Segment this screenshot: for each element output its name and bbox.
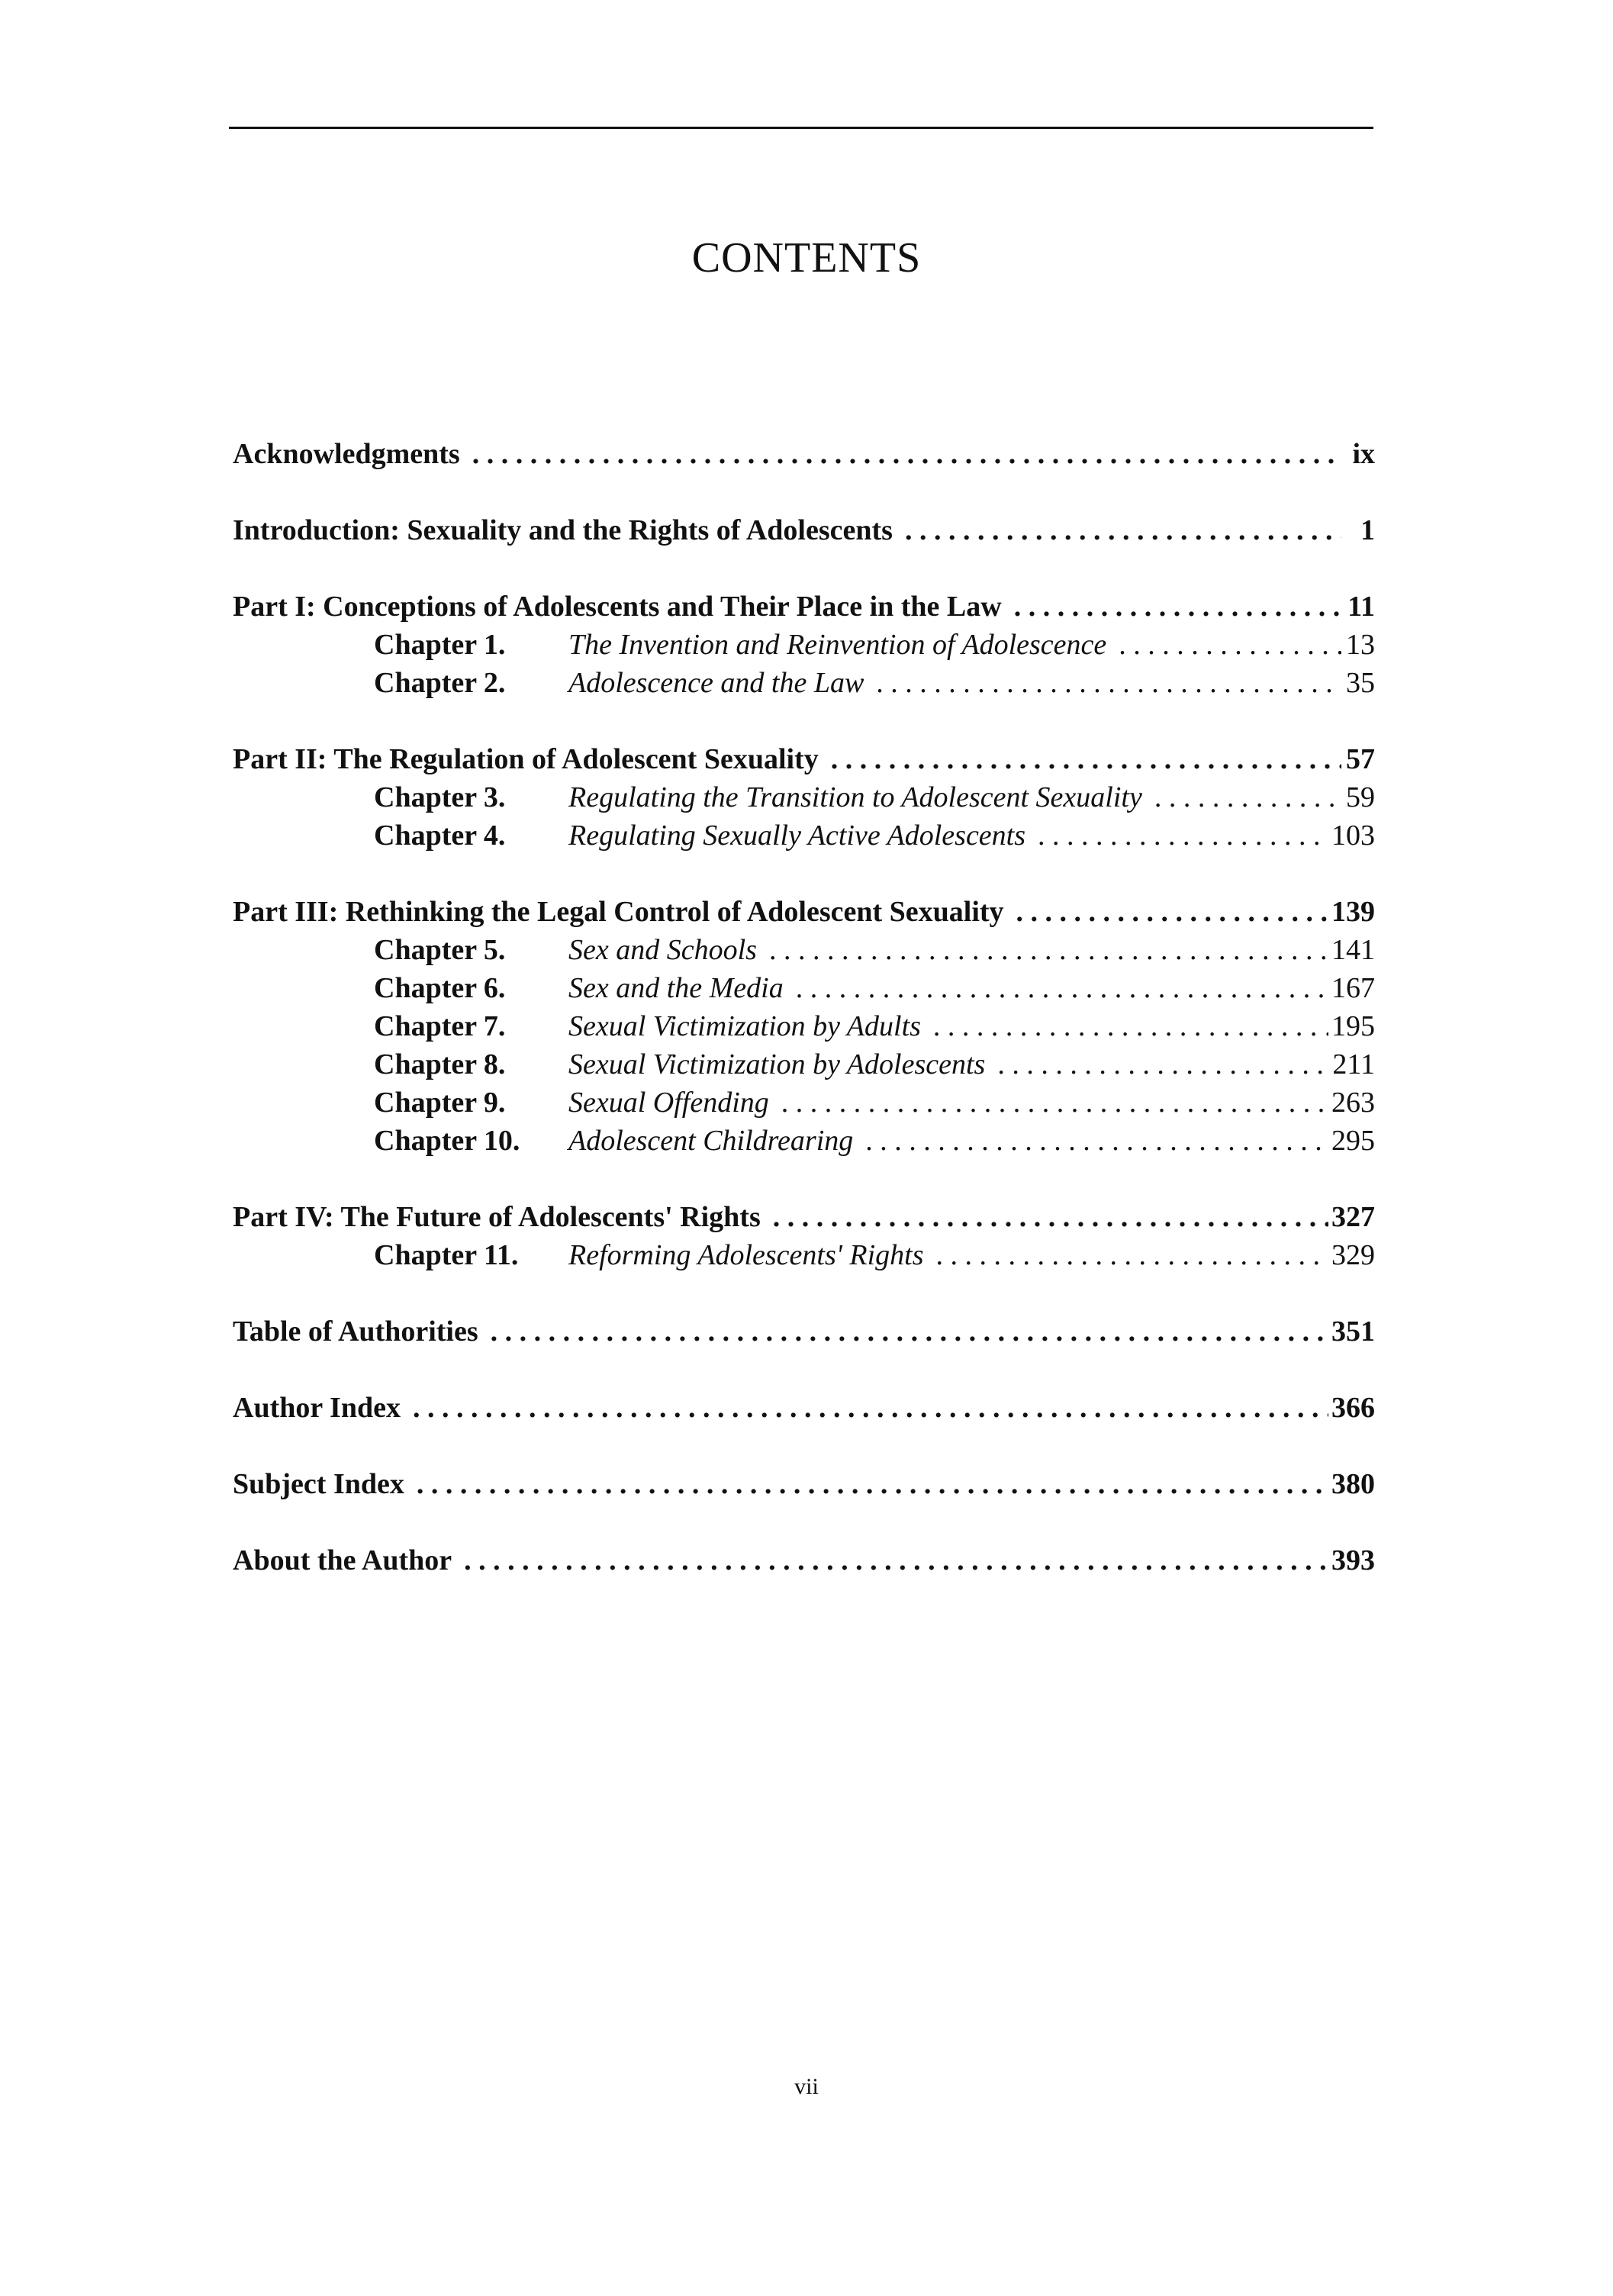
toc-entry-page: 195	[1331, 1010, 1375, 1042]
dot-leader	[413, 1389, 1328, 1427]
dot-leader	[1038, 816, 1328, 855]
chapter-number: Chapter 9.	[374, 1087, 506, 1119]
dot-leader	[472, 435, 1341, 473]
page-title: CONTENTS	[691, 233, 922, 282]
chapter-title: Sexual Offending	[568, 1087, 769, 1119]
chapter-number: Chapter 1.	[374, 629, 506, 661]
chapter-title: Sexual Victimization by Adolescents	[568, 1048, 986, 1080]
toc-entry-label: Part IV: The Future of Adolescents' Rights	[233, 1201, 761, 1233]
toc-entry-page: 13	[1346, 629, 1375, 661]
toc-entry-chapter-8[interactable]	[233, 1045, 1375, 1084]
toc-entry-label: Introduction: Sexuality and the Rights of Adolescents	[233, 514, 893, 546]
chapter-number: Chapter 2.	[374, 667, 506, 699]
dot-leader	[781, 1084, 1328, 1122]
toc-entry-page: 327	[1331, 1201, 1375, 1233]
toc-entry-part-2[interactable]	[233, 740, 1375, 778]
dot-leader	[796, 969, 1328, 1007]
toc-entry-part-1[interactable]	[233, 588, 1375, 626]
chapter-number: Chapter 4.	[374, 820, 506, 852]
dot-leader	[933, 1007, 1328, 1045]
chapter-title: Regulating Sexually Active Adolescents	[568, 820, 1026, 852]
toc-entry-page: 366	[1331, 1392, 1375, 1424]
dot-leader	[1014, 588, 1341, 626]
chapter-title: Adolescence and the Law	[568, 667, 864, 699]
toc-entry-page: 59	[1346, 781, 1375, 813]
toc-entry-chapter-2[interactable]	[233, 664, 1375, 702]
toc-entry-page: 35	[1346, 667, 1375, 699]
toc-entry-chapter-10[interactable]	[233, 1122, 1375, 1160]
chapter-number: Chapter 11.	[374, 1239, 519, 1271]
chapter-title: Sex and the Media	[568, 972, 784, 1004]
toc-entry-page: 103	[1331, 820, 1375, 852]
dot-leader	[1119, 626, 1341, 664]
toc-entry-page: 380	[1331, 1468, 1375, 1500]
chapter-title: Adolescent Childrearing	[568, 1125, 854, 1157]
toc-entry-page: 11	[1347, 591, 1375, 623]
toc-entry-page: 1	[1360, 514, 1375, 546]
toc-entry-label: Acknowledgments	[233, 438, 460, 470]
chapter-number: Chapter 3.	[374, 781, 506, 813]
toc-entry-chapter-5[interactable]	[233, 931, 1375, 969]
toc-entry-chapter-9[interactable]	[233, 1084, 1375, 1122]
toc-entry-page: 263	[1331, 1087, 1375, 1119]
chapter-number: Chapter 7.	[374, 1010, 506, 1042]
toc-entry-label: Subject Index	[233, 1468, 404, 1500]
toc-entry-label: Table of Authorities	[233, 1315, 478, 1348]
dot-leader	[464, 1541, 1328, 1580]
chapter-title: Sexual Victimization by Adults	[568, 1010, 921, 1042]
toc-entry-table-of-authorities[interactable]	[233, 1312, 1375, 1351]
table-of-contents	[233, 435, 1375, 1580]
chapter-title: Sex and Schools	[568, 934, 757, 966]
toc-entry-part-3[interactable]	[233, 893, 1375, 931]
toc-entry-page: 351	[1331, 1315, 1375, 1348]
toc-entry-label: Part II: The Regulation of Adolescent Sexuality	[233, 743, 819, 775]
toc-entry-page: 329	[1331, 1239, 1375, 1271]
toc-entry-label: Part III: Rethinking the Legal Control of Adolescent Sexuality	[233, 896, 1004, 928]
toc-entry-page: 141	[1331, 934, 1375, 966]
top-rule	[229, 127, 1373, 129]
toc-entry-label: Author Index	[233, 1392, 401, 1424]
toc-entry-page: 57	[1346, 743, 1375, 775]
chapter-number: Chapter 5.	[374, 934, 506, 966]
toc-entry-page: 211	[1332, 1048, 1375, 1080]
dot-leader	[417, 1465, 1328, 1503]
toc-entry-page: 393	[1331, 1544, 1375, 1576]
dot-leader	[773, 1198, 1328, 1236]
toc-entry-chapter-3[interactable]	[233, 778, 1375, 816]
chapter-number: Chapter 8.	[374, 1048, 506, 1080]
toc-entry-author-index[interactable]	[233, 1389, 1375, 1427]
dot-leader	[876, 664, 1341, 702]
toc-entry-chapter-1[interactable]	[233, 626, 1375, 664]
dot-leader	[1016, 893, 1328, 931]
toc-entry-page: 167	[1331, 972, 1375, 1004]
toc-entry-part-4[interactable]	[233, 1198, 1375, 1236]
chapter-number: Chapter 10.	[374, 1125, 520, 1157]
toc-entry-chapter-11[interactable]	[233, 1236, 1375, 1274]
page-number: vii	[794, 2074, 819, 2099]
toc-entry-subject-index[interactable]	[233, 1465, 1375, 1503]
toc-entry-chapter-4[interactable]	[233, 816, 1375, 855]
dot-leader	[831, 740, 1341, 778]
dot-leader	[905, 511, 1341, 549]
toc-entry-about-author[interactable]	[233, 1541, 1375, 1580]
toc-entry-label: Part I: Conceptions of Adolescents and Their Place in the Law	[233, 591, 1002, 623]
dot-leader	[769, 931, 1328, 969]
toc-entry-chapter-7[interactable]	[233, 1007, 1375, 1045]
chapter-title: Reforming Adolescents' Rights	[568, 1239, 924, 1271]
toc-entry-label: About the Author	[233, 1544, 452, 1576]
toc-entry-page: 295	[1331, 1125, 1375, 1157]
toc-entry-page: ix	[1352, 438, 1375, 470]
dot-leader	[865, 1122, 1328, 1160]
dot-leader	[1154, 778, 1341, 816]
chapter-title: Regulating the Transition to Adolescent Sexuality	[568, 781, 1142, 813]
toc-entry-chapter-6[interactable]	[233, 969, 1375, 1007]
toc-entry-page: 139	[1331, 896, 1375, 928]
dot-leader	[491, 1312, 1328, 1351]
toc-entry-acknowledgments[interactable]	[233, 435, 1375, 473]
dot-leader	[997, 1045, 1329, 1084]
chapter-title: The Invention and Reinvention of Adolescence	[568, 629, 1107, 661]
chapter-number: Chapter 6.	[374, 972, 506, 1004]
dot-leader	[935, 1236, 1328, 1274]
toc-entry-introduction[interactable]	[233, 511, 1375, 549]
